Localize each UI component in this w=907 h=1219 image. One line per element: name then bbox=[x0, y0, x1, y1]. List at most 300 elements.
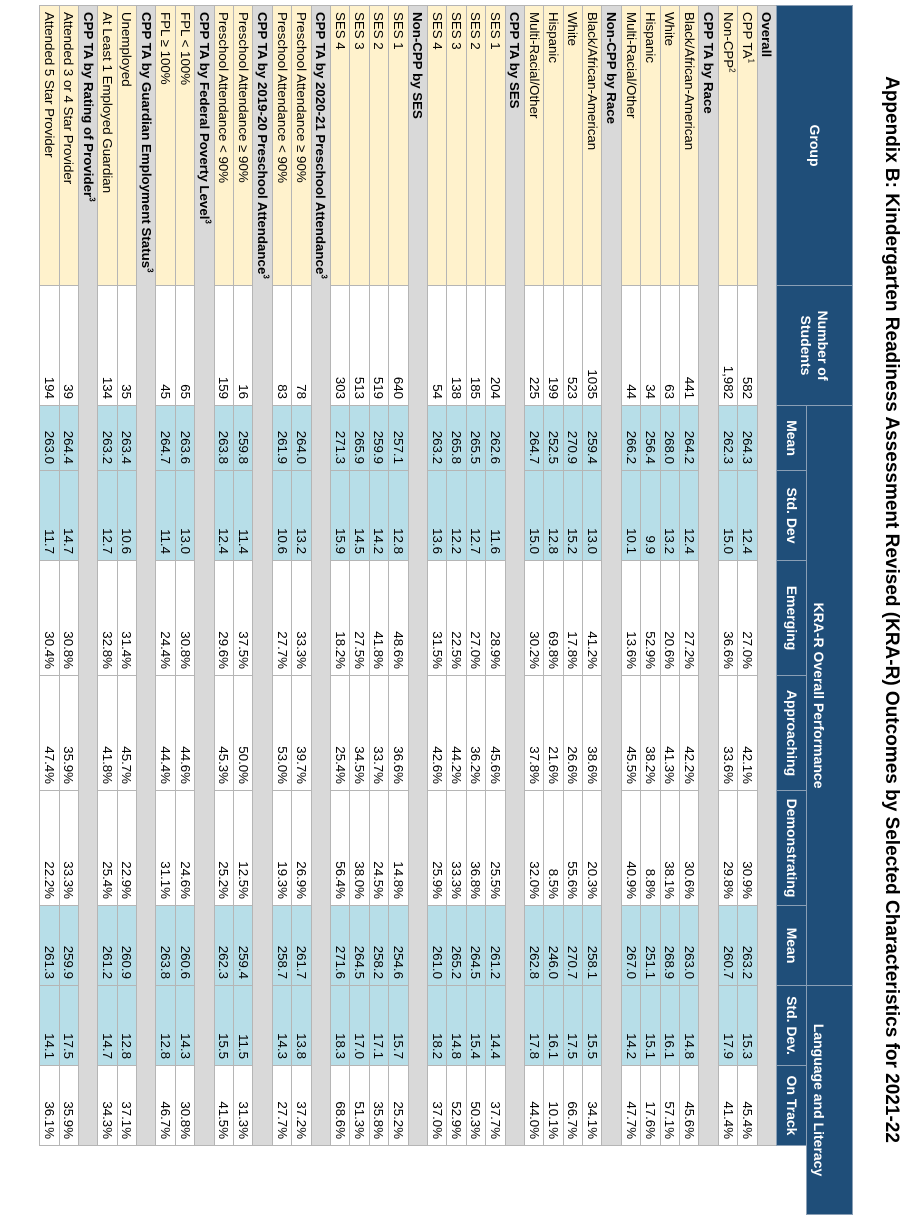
cell-mean: 264.7 bbox=[156, 406, 175, 471]
cell-mean: 257.1 bbox=[389, 406, 408, 471]
group-label: White bbox=[565, 12, 581, 46]
cell-emerging: 41.8% bbox=[369, 561, 388, 676]
table-row bbox=[98, 6, 117, 1215]
cell-emerging: 22.5% bbox=[447, 561, 466, 676]
cell-mean: 263.0 bbox=[40, 406, 59, 471]
table-row bbox=[427, 6, 446, 1215]
cell-approaching: 42.6% bbox=[427, 676, 446, 791]
cell-on-track: 44.0% bbox=[524, 1066, 543, 1146]
cell-group bbox=[369, 6, 388, 286]
cell-demonstrating: 8.8% bbox=[641, 791, 660, 906]
cell-group bbox=[718, 6, 737, 286]
cell-on-track: 34.1% bbox=[583, 1066, 602, 1146]
cell-lang-mean: 261.3 bbox=[40, 906, 59, 986]
cell-lang-std-dev: 14.3 bbox=[175, 986, 194, 1066]
cell-approaching: 53.0% bbox=[272, 676, 291, 791]
cell-std-dev: 12.4 bbox=[738, 471, 757, 561]
cell-approaching: 39.7% bbox=[292, 676, 311, 791]
cell-group bbox=[660, 6, 679, 286]
group-label: SES 3 bbox=[352, 12, 368, 50]
header-number-of-students: Number of Students bbox=[777, 286, 853, 406]
table-row bbox=[117, 6, 136, 1215]
footnote-marker: 2 bbox=[726, 68, 736, 73]
section-row bbox=[505, 6, 524, 1215]
cell-on-track: 36.1% bbox=[40, 1066, 59, 1146]
cell-lang-mean: 264.5 bbox=[350, 906, 369, 986]
cell-demonstrating: 25.2% bbox=[214, 791, 233, 906]
table-row bbox=[214, 6, 233, 1215]
cell-mean: 256.4 bbox=[641, 406, 660, 471]
cell-group bbox=[389, 6, 408, 286]
cell-number-of-students: 65 bbox=[175, 286, 194, 406]
cell-std-dev: 11.6 bbox=[486, 471, 505, 561]
cell-std-dev: 12.7 bbox=[98, 471, 117, 561]
header-lang-mean: Mean bbox=[777, 906, 807, 986]
table-row bbox=[389, 6, 408, 1215]
cell-demonstrating: 36.8% bbox=[466, 791, 485, 906]
cell-lang-mean: 258.7 bbox=[272, 906, 291, 986]
cell-number-of-students: 45 bbox=[156, 286, 175, 406]
cell-approaching: 38.6% bbox=[583, 676, 602, 791]
cell-on-track: 17.6% bbox=[641, 1066, 660, 1146]
outcomes-table bbox=[39, 5, 853, 1215]
cell-mean: 259.8 bbox=[234, 406, 253, 471]
cell-demonstrating: 33.3% bbox=[447, 791, 466, 906]
cell-on-track: 47.7% bbox=[621, 1066, 640, 1146]
cell-lang-std-dev: 15.5 bbox=[214, 986, 233, 1066]
section-row bbox=[602, 6, 621, 1215]
group-label: Non-CPP bbox=[720, 12, 736, 69]
cell-emerging: 31.5% bbox=[427, 561, 446, 676]
table-row bbox=[272, 6, 291, 1215]
cell-group bbox=[427, 6, 446, 286]
group-label: SES 3 bbox=[449, 12, 465, 50]
cell-emerging: 30.4% bbox=[40, 561, 59, 676]
cell-lang-mean: 260.9 bbox=[117, 906, 136, 986]
cell-group bbox=[486, 6, 505, 286]
cell-on-track: 35.8% bbox=[369, 1066, 388, 1146]
cell-std-dev: 15.9 bbox=[331, 471, 350, 561]
group-label: White bbox=[662, 12, 678, 46]
cell-demonstrating: 32.0% bbox=[524, 791, 543, 906]
cell-approaching: 45.5% bbox=[621, 676, 640, 791]
cell-on-track: 37.0% bbox=[427, 1066, 446, 1146]
group-label: SES 2 bbox=[468, 12, 484, 50]
cell-on-track: 25.2% bbox=[389, 1066, 408, 1146]
cell-number-of-students: 63 bbox=[660, 286, 679, 406]
cell-approaching: 47.4% bbox=[40, 676, 59, 791]
cell-demonstrating: 25.5% bbox=[486, 791, 505, 906]
cell-on-track: 35.9% bbox=[59, 1066, 78, 1146]
cell-mean: 271.3 bbox=[331, 406, 350, 471]
cell-approaching: 44.6% bbox=[175, 676, 194, 791]
cell-std-dev: 11.7 bbox=[40, 471, 59, 561]
cell-number-of-students: 225 bbox=[524, 286, 543, 406]
cell-group bbox=[156, 6, 175, 286]
cell-group bbox=[98, 6, 117, 286]
cell-emerging: 30.8% bbox=[59, 561, 78, 676]
cell-mean: 263.6 bbox=[175, 406, 194, 471]
cell-lang-std-dev: 14.2 bbox=[621, 986, 640, 1066]
cell-emerging: 41.2% bbox=[583, 561, 602, 676]
cell-std-dev: 14.7 bbox=[59, 471, 78, 561]
group-label: Attended 5 Star Provider bbox=[41, 12, 57, 158]
header-lang-std-dev: Std. Dev. bbox=[777, 986, 807, 1066]
section-label-text: Non-CPP by SES bbox=[410, 12, 426, 119]
cell-std-dev: 12.8 bbox=[544, 471, 563, 561]
cell-std-dev: 11.4 bbox=[156, 471, 175, 561]
section-row bbox=[137, 6, 156, 1215]
group-label: Preschool Attendance < 90% bbox=[216, 12, 232, 184]
cell-approaching: 37.8% bbox=[524, 676, 543, 791]
group-label: FPL < 100% bbox=[177, 12, 193, 86]
cell-demonstrating: 14.8% bbox=[389, 791, 408, 906]
section-label-text: CPP TA by Rating of Provider bbox=[80, 12, 96, 198]
cell-demonstrating: 55.6% bbox=[563, 791, 582, 906]
cell-on-track: 37.2% bbox=[292, 1066, 311, 1146]
cell-lang-std-dev: 13.8 bbox=[292, 986, 311, 1066]
cell-std-dev: 10.1 bbox=[621, 471, 640, 561]
cell-group bbox=[680, 6, 699, 286]
cell-on-track: 66.7% bbox=[563, 1066, 582, 1146]
cell-demonstrating: 40.9% bbox=[621, 791, 640, 906]
cell-emerging: 48.6% bbox=[389, 561, 408, 676]
cell-emerging: 52.9% bbox=[641, 561, 660, 676]
cell-lang-mean: 264.5 bbox=[466, 906, 485, 986]
cell-lang-mean: 258.1 bbox=[583, 906, 602, 986]
cell-mean: 259.9 bbox=[369, 406, 388, 471]
cell-std-dev: 15.0 bbox=[524, 471, 543, 561]
cell-emerging: 30.2% bbox=[524, 561, 543, 676]
cell-lang-std-dev: 15.3 bbox=[738, 986, 757, 1066]
cell-std-dev: 10.6 bbox=[117, 471, 136, 561]
cell-lang-std-dev: 12.8 bbox=[156, 986, 175, 1066]
cell-group bbox=[466, 6, 485, 286]
cell-mean: 264.3 bbox=[738, 406, 757, 471]
cell-emerging: 13.6% bbox=[621, 561, 640, 676]
cell-approaching: 33.6% bbox=[718, 676, 737, 791]
cell-lang-mean: 268.9 bbox=[660, 906, 679, 986]
cell-emerging: 27.0% bbox=[738, 561, 757, 676]
cell-mean: 262.3 bbox=[718, 406, 737, 471]
section-label bbox=[253, 6, 272, 1146]
header-approaching: Approaching bbox=[777, 676, 807, 791]
cell-emerging: 29.6% bbox=[214, 561, 233, 676]
cell-number-of-students: 582 bbox=[738, 286, 757, 406]
cell-mean: 263.2 bbox=[427, 406, 446, 471]
cell-lang-mean: 260.6 bbox=[175, 906, 194, 986]
cell-mean: 263.4 bbox=[117, 406, 136, 471]
cell-number-of-students: 39 bbox=[59, 286, 78, 406]
section-row bbox=[195, 6, 214, 1215]
cell-number-of-students: 204 bbox=[486, 286, 505, 406]
cell-demonstrating: 25.9% bbox=[427, 791, 446, 906]
cell-approaching: 42.1% bbox=[738, 676, 757, 791]
cell-lang-mean: 261.7 bbox=[292, 906, 311, 986]
section-row bbox=[699, 6, 718, 1215]
cell-number-of-students: 303 bbox=[331, 286, 350, 406]
header-kra-overall: KRA-R Overall Performance bbox=[807, 406, 853, 986]
page-title: Appendix B: Kindergarten Readiness Assessment Revised (KRA-R) Outcomes by Selected Characteristics for 2021-22 bbox=[881, 76, 902, 1143]
table-row bbox=[660, 6, 679, 1215]
cell-lang-std-dev: 12.8 bbox=[117, 986, 136, 1066]
section-label bbox=[195, 6, 214, 1146]
table-row bbox=[175, 6, 194, 1215]
cell-std-dev: 14.5 bbox=[350, 471, 369, 561]
group-label: Black/African-American bbox=[681, 12, 697, 151]
cell-lang-mean: 251.1 bbox=[641, 906, 660, 986]
table-row bbox=[40, 6, 59, 1215]
group-label: SES 2 bbox=[371, 12, 387, 50]
cell-on-track: 50.3% bbox=[466, 1066, 485, 1146]
table-row bbox=[234, 6, 253, 1215]
cell-std-dev: 13.2 bbox=[660, 471, 679, 561]
cell-lang-std-dev: 17.5 bbox=[59, 986, 78, 1066]
cell-group bbox=[544, 6, 563, 286]
section-label-text: Overall bbox=[759, 12, 775, 58]
cell-number-of-students: 640 bbox=[389, 286, 408, 406]
section-label bbox=[311, 6, 330, 1146]
cell-demonstrating: 12.5% bbox=[234, 791, 253, 906]
footnote-marker: 1 bbox=[746, 58, 756, 64]
cell-lang-std-dev: 17.0 bbox=[350, 986, 369, 1066]
cell-lang-std-dev: 16.1 bbox=[660, 986, 679, 1066]
cell-on-track: 37.1% bbox=[117, 1066, 136, 1146]
cell-group bbox=[272, 6, 291, 286]
cell-std-dev: 15.2 bbox=[563, 471, 582, 561]
cell-lang-mean: 263.0 bbox=[680, 906, 699, 986]
cell-approaching: 36.2% bbox=[466, 676, 485, 791]
group-label: Preschool Attendance < 90% bbox=[274, 12, 290, 184]
cell-group bbox=[234, 6, 253, 286]
cell-mean: 264.7 bbox=[524, 406, 543, 471]
cell-number-of-students: 16 bbox=[234, 286, 253, 406]
cell-group bbox=[40, 6, 59, 286]
cell-std-dev: 13.2 bbox=[292, 471, 311, 561]
table-row bbox=[544, 6, 563, 1215]
group-label: SES 1 bbox=[487, 12, 503, 50]
cell-lang-std-dev: 18.2 bbox=[427, 986, 446, 1066]
cell-number-of-students: 185 bbox=[466, 286, 485, 406]
section-label bbox=[408, 6, 427, 1146]
cell-lang-mean: 246.0 bbox=[544, 906, 563, 986]
cell-demonstrating: 22.9% bbox=[117, 791, 136, 906]
cell-on-track: 52.9% bbox=[447, 1066, 466, 1146]
cell-emerging: 37.5% bbox=[234, 561, 253, 676]
table-row bbox=[292, 6, 311, 1215]
cell-approaching: 33.7% bbox=[369, 676, 388, 791]
cell-on-track: 31.3% bbox=[234, 1066, 253, 1146]
cell-std-dev: 13.0 bbox=[175, 471, 194, 561]
cell-emerging: 33.3% bbox=[292, 561, 311, 676]
cell-lang-std-dev: 14.8 bbox=[447, 986, 466, 1066]
section-label-text: CPP TA by 2019-20 Preschool Attendance bbox=[255, 12, 271, 275]
group-label: SES 4 bbox=[332, 12, 348, 50]
cell-std-dev: 9.9 bbox=[641, 471, 660, 561]
cell-lang-mean: 259.9 bbox=[59, 906, 78, 986]
header-group: Group bbox=[777, 6, 853, 286]
cell-lang-std-dev: 15.4 bbox=[466, 986, 485, 1066]
table-row bbox=[680, 6, 699, 1215]
cell-lang-std-dev: 15.7 bbox=[389, 986, 408, 1066]
cell-demonstrating: 24.6% bbox=[175, 791, 194, 906]
cell-std-dev: 12.8 bbox=[389, 471, 408, 561]
section-label-text: CPP TA by Federal Poverty Level bbox=[196, 12, 212, 220]
cell-demonstrating: 38.1% bbox=[660, 791, 679, 906]
table-row bbox=[156, 6, 175, 1215]
cell-number-of-students: 54 bbox=[427, 286, 446, 406]
cell-on-track: 41.4% bbox=[718, 1066, 737, 1146]
cell-on-track: 45.4% bbox=[738, 1066, 757, 1146]
cell-group bbox=[175, 6, 194, 286]
table-row bbox=[738, 6, 757, 1215]
cell-group bbox=[350, 6, 369, 286]
group-label: Unemployed bbox=[119, 12, 135, 87]
cell-std-dev: 13.6 bbox=[427, 471, 446, 561]
cell-emerging: 32.8% bbox=[98, 561, 117, 676]
group-label: FPL ≥ 100% bbox=[158, 12, 174, 85]
cell-std-dev: 11.4 bbox=[234, 471, 253, 561]
cell-on-track: 41.5% bbox=[214, 1066, 233, 1146]
cell-approaching: 36.6% bbox=[389, 676, 408, 791]
cell-emerging: 27.5% bbox=[350, 561, 369, 676]
cell-demonstrating: 30.6% bbox=[680, 791, 699, 906]
cell-mean: 259.4 bbox=[583, 406, 602, 471]
cell-approaching: 34.5% bbox=[350, 676, 369, 791]
footnote-marker: 3 bbox=[87, 197, 97, 202]
cell-group bbox=[621, 6, 640, 286]
section-label-text: CPP TA by SES bbox=[507, 12, 523, 109]
cell-demonstrating: 33.3% bbox=[59, 791, 78, 906]
cell-demonstrating: 56.4% bbox=[331, 791, 350, 906]
header-emerging: Emerging bbox=[777, 561, 807, 676]
cell-on-track: 34.3% bbox=[98, 1066, 117, 1146]
cell-lang-mean: 261.2 bbox=[98, 906, 117, 986]
cell-on-track: 37.7% bbox=[486, 1066, 505, 1146]
cell-mean: 262.6 bbox=[486, 406, 505, 471]
cell-lang-std-dev: 14.4 bbox=[486, 986, 505, 1066]
table-body bbox=[40, 6, 777, 1215]
cell-approaching: 44.2% bbox=[447, 676, 466, 791]
cell-mean: 268.0 bbox=[660, 406, 679, 471]
cell-lang-mean: 271.6 bbox=[331, 906, 350, 986]
cell-mean: 263.8 bbox=[214, 406, 233, 471]
cell-mean: 270.9 bbox=[563, 406, 582, 471]
cell-emerging: 28.9% bbox=[486, 561, 505, 676]
cell-number-of-students: 1,982 bbox=[718, 286, 737, 406]
cell-number-of-students: 194 bbox=[40, 286, 59, 406]
cell-group bbox=[524, 6, 543, 286]
cell-on-track: 27.7% bbox=[272, 1066, 291, 1146]
cell-group bbox=[447, 6, 466, 286]
cell-approaching: 38.2% bbox=[641, 676, 660, 791]
cell-number-of-students: 513 bbox=[350, 286, 369, 406]
cell-on-track: 46.7% bbox=[156, 1066, 175, 1146]
cell-std-dev: 13.0 bbox=[583, 471, 602, 561]
cell-mean: 264.4 bbox=[59, 406, 78, 471]
cell-lang-std-dev: 17.8 bbox=[524, 986, 543, 1066]
group-label: At Least 1 Employed Guardian bbox=[100, 12, 116, 194]
cell-group bbox=[583, 6, 602, 286]
cell-lang-std-dev: 18.3 bbox=[331, 986, 350, 1066]
section-row bbox=[757, 6, 776, 1215]
cell-demonstrating: 31.1% bbox=[156, 791, 175, 906]
cell-approaching: 42.2% bbox=[680, 676, 699, 791]
cell-number-of-students: 35 bbox=[117, 286, 136, 406]
cell-lang-mean: 270.7 bbox=[563, 906, 582, 986]
section-label-text: CPP TA by Guardian Employment Status bbox=[138, 12, 154, 269]
cell-lang-mean: 265.2 bbox=[447, 906, 466, 986]
table-row bbox=[350, 6, 369, 1215]
cell-lang-std-dev: 17.5 bbox=[563, 986, 582, 1066]
cell-mean: 264.0 bbox=[292, 406, 311, 471]
cell-lang-std-dev: 14.3 bbox=[272, 986, 291, 1066]
table-row bbox=[583, 6, 602, 1215]
cell-number-of-students: 83 bbox=[272, 286, 291, 406]
cell-demonstrating: 29.8% bbox=[718, 791, 737, 906]
cell-number-of-students: 138 bbox=[447, 286, 466, 406]
cell-demonstrating: 8.5% bbox=[544, 791, 563, 906]
cell-approaching: 26.6% bbox=[563, 676, 582, 791]
cell-lang-std-dev: 15.5 bbox=[583, 986, 602, 1066]
header-std-dev: Std. Dev bbox=[777, 471, 807, 561]
cell-lang-mean: 263.8 bbox=[156, 906, 175, 986]
cell-group bbox=[563, 6, 582, 286]
cell-lang-std-dev: 17.1 bbox=[369, 986, 388, 1066]
group-label: SES 1 bbox=[390, 12, 406, 50]
table-row bbox=[59, 6, 78, 1215]
header-language-literacy: Language and Literacy bbox=[807, 986, 853, 1215]
cell-on-track: 51.3% bbox=[350, 1066, 369, 1146]
cell-lang-std-dev: 14.8 bbox=[680, 986, 699, 1066]
cell-emerging: 18.2% bbox=[331, 561, 350, 676]
table-row bbox=[486, 6, 505, 1215]
cell-mean: 265.5 bbox=[466, 406, 485, 471]
cell-emerging: 27.0% bbox=[466, 561, 485, 676]
cell-lang-std-dev: 14.1 bbox=[40, 986, 59, 1066]
section-row bbox=[311, 6, 330, 1215]
group-label: SES 4 bbox=[429, 12, 445, 50]
cell-demonstrating: 30.9% bbox=[738, 791, 757, 906]
cell-approaching: 50.0% bbox=[234, 676, 253, 791]
table-header bbox=[777, 6, 853, 1215]
cell-number-of-students: 519 bbox=[369, 286, 388, 406]
cell-group bbox=[117, 6, 136, 286]
cell-std-dev: 12.7 bbox=[466, 471, 485, 561]
cell-lang-std-dev: 14.7 bbox=[98, 986, 117, 1066]
group-label: Black/African-American bbox=[584, 12, 600, 151]
cell-mean: 263.2 bbox=[98, 406, 117, 471]
header-on-track: On Track bbox=[777, 1066, 807, 1146]
cell-lang-mean: 261.2 bbox=[486, 906, 505, 986]
cell-demonstrating: 19.3% bbox=[272, 791, 291, 906]
group-label: Multi-Racial/Other bbox=[623, 12, 639, 119]
cell-demonstrating: 24.5% bbox=[369, 791, 388, 906]
cell-number-of-students: 1035 bbox=[583, 286, 602, 406]
table-row bbox=[563, 6, 582, 1215]
cell-number-of-students: 44 bbox=[621, 286, 640, 406]
cell-approaching: 45.3% bbox=[214, 676, 233, 791]
group-label: Hispanic bbox=[546, 12, 562, 63]
cell-lang-mean: 263.2 bbox=[738, 906, 757, 986]
table-row bbox=[718, 6, 737, 1215]
cell-std-dev: 10.6 bbox=[272, 471, 291, 561]
cell-mean: 265.9 bbox=[350, 406, 369, 471]
cell-group bbox=[641, 6, 660, 286]
section-row bbox=[253, 6, 272, 1215]
cell-std-dev: 15.0 bbox=[718, 471, 737, 561]
section-label bbox=[699, 6, 718, 1146]
